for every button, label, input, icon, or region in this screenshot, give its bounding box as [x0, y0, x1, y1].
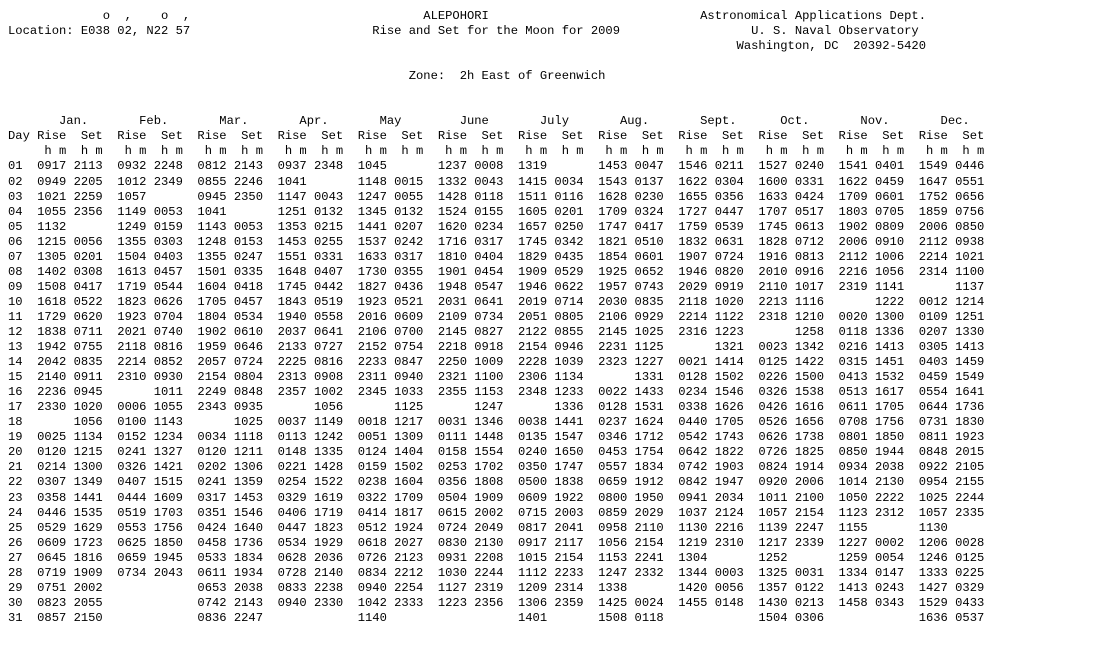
table-row: 07 1305 0201 1504 0403 1355 0247 1551 0331 1633 0317 1810 0404 1829 0435 1854 0601 1907 0724 1916 0813 2112 1006 2214 1021: [8, 249, 985, 264]
table-row: 16 2236 0945 1011 2249 0848 2357 1002 2345 1033 2355 1153 2348 1233 0022 1433 0234 1546 0326 1538 0513 1617 0554 1641: [8, 385, 985, 400]
table-row: 23 0358 1441 0444 1609 0317 1453 0329 1619 0322 1709 0504 1909 0609 1922 0800 1950 0941 2034 1011 2100 1050 2222 1025 2244: [8, 490, 985, 505]
table-row: 01 0917 2113 0932 2248 0812 2143 0937 2348 1045 1237 0008 1319 1453 0047 1546 0211 1527 0240 1541 0401 1549 0446: [8, 159, 985, 174]
table-row: 09 1508 0417 1719 0544 1604 0418 1745 0442 1827 0436 1948 0547 1946 0622 1957 0743 2029 0919 2110 1017 2319 1141 1137: [8, 279, 985, 294]
table-row: 04 1055 2356 1149 0053 1041 1251 0132 1345 0132 1524 0155 1605 0201 1709 0324 1727 0447 1707 0517 1803 0705 1859 0756: [8, 204, 985, 219]
table-row: 29 0751 2002 0653 2038 0833 2238 0940 2254 1127 2319 1209 2314 1338 1420 0056 1357 0122 1413 0243 1427 0329: [8, 580, 985, 595]
table-row: 18 1056 0100 1143 1025 0037 1149 0018 1217 0031 1346 0038 1441 0237 1624 0440 1705 0526 1656 0708 1756 0731 1830: [8, 415, 985, 430]
table-row: 10 1618 0522 1823 0626 1705 0457 1843 0519 1923 0521 2031 0641 2019 0714 2030 0835 2118 1020 2213 1116 1222 0012 1214: [8, 294, 985, 309]
table-row: 28 0719 1909 0734 2043 0611 1934 0728 2140 0834 2212 1030 2244 1112 2233 1247 2332 1344 0003 1325 0031 1334 0147 1333 0225: [8, 565, 985, 580]
moon-rise-set-document: [8, 9, 984, 626]
units-header-row: h m h m h m h m h m h m h m h m h m h m h m h m h m h m h m h m h m h m h m h m h m h m h m h m: [8, 144, 985, 159]
table-row: 03 1021 2259 1057 0945 2350 1147 0043 1247 0055 1428 0118 1511 0116 1628 0230 1655 0356 1633 0424 1709 0601 1752 0656: [8, 189, 985, 204]
table-row: 02 0949 2205 1012 2349 0855 2246 1041 1148 0015 1332 0043 1415 0034 1543 0137 1622 0304 1600 0331 1622 0459 1647 0551: [8, 174, 985, 189]
header-line-5: Zone: 2h East of Greenwich: [8, 69, 606, 84]
table-row: 25 0529 1629 0553 1756 0424 1640 0447 1823 0512 1924 0724 2049 0817 2041 0958 2110 1130 2216 1139 2247 1155 1130: [8, 520, 948, 535]
table-row: 24 0446 1535 0519 1703 0351 1546 0406 1719 0414 1817 0615 2002 0715 2003 0859 2029 1037 2124 1057 2154 1123 2312 1057 2335: [8, 505, 985, 520]
table-row: 22 0307 1349 0407 1515 0241 1359 0254 1522 0238 1604 0356 1808 0500 1838 0659 1912 0842 1947 0920 2006 1014 2130 0954 2155: [8, 475, 985, 490]
header-line-3: Washington, DC 20392-5420: [8, 39, 926, 54]
table-row: 27 0645 1816 0659 1945 0533 1834 0628 2036 0726 2123 0931 2208 1015 2154 1153 2241 1304 1252 1259 0054 1246 0125: [8, 550, 985, 565]
table-row: 31 0857 2150 0836 2247 1140 1401 1508 0118 1504 0306 1636 0537: [8, 610, 985, 625]
table-row: 20 0120 1215 0241 1327 0120 1211 0148 1335 0124 1404 0158 1554 0240 1650 0453 1754 0642 1822 0726 1825 0850 1944 0848 2015: [8, 445, 985, 460]
table-row: 13 1942 0755 2118 0816 1959 0646 2133 0727 2152 0754 2218 0918 2154 0946 2231 1125 1321 0023 1342 0216 1413 0305 1413: [8, 340, 985, 355]
table-row: 21 0214 1300 0326 1421 0202 1306 0221 1428 0159 1502 0253 1702 0350 1747 0557 1834 0742 1903 0824 1914 0934 2038 0922 2105: [8, 460, 985, 475]
table-row: 11 1729 0620 1923 0704 1804 0534 1940 0558 2016 0609 2109 0734 2051 0805 2106 0929 2214 1122 2318 1210 0020 1300 0109 1251: [8, 309, 985, 324]
table-row: 15 2140 0911 2310 0930 2154 0804 2313 0908 2311 0940 2321 1100 2306 1134 1331 0128 1502 0226 1500 0413 1532 0459 1549: [8, 370, 985, 385]
month-header-row: Jan. Feb. Mar. Apr. May June July Aug. Sept. Oct. Nov. Dec.: [8, 114, 970, 129]
table-row: 14 2042 0835 2214 0852 2057 0724 2225 0816 2233 0847 2250 1009 2228 1039 2323 1227 0021 1414 0125 1422 0315 1451 0403 1459: [8, 355, 985, 370]
table-row: 26 0609 1723 0625 1850 0458 1736 0534 1929 0618 2027 0830 2130 0917 2117 1056 2154 1219 2310 1217 2339 1227 0002 1206 0028: [8, 535, 985, 550]
table-row: 12 1838 0711 2021 0740 1902 0610 2037 0641 2106 0700 2145 0827 2122 0855 2145 1025 2316 1223 1258 0118 1336 0207 1330: [8, 324, 985, 339]
table-row: 19 0025 1134 0152 1234 0034 1118 0113 1242 0051 1309 0111 1448 0135 1547 0346 1712 0542 1743 0626 1738 0801 1850 0811 1923: [8, 430, 985, 445]
table-row: 05 1132 1249 0159 1143 0053 1353 0215 1441 0207 1620 0234 1657 0250 1747 0417 1759 0539 1745 0613 1902 0809 2006 0850: [8, 219, 985, 234]
table-row: 30 0823 2055 0742 2143 0940 2330 1042 2333 1223 2356 1306 2359 1425 0024 1455 0148 1430 0213 1458 0343 1529 0433: [8, 595, 985, 610]
table-row: 08 1402 0308 1613 0457 1501 0335 1648 0407 1730 0355 1901 0454 1909 0529 1925 0652 1946 0820 2010 0916 2216 1056 2314 1100: [8, 264, 985, 279]
header-line-1: o , o , ALEPOHORI Astronomical Applications Dept.: [8, 9, 926, 23]
column-header-row: Day Rise Set Rise Set Rise Set Rise Set Rise Set Rise Set Rise Set Rise Set Rise Set Rise Set Rise Set Rise Set: [8, 129, 985, 144]
table-row: 17 2330 1020 0006 1055 2343 0935 1056 1125 1247 1336 0128 1531 0338 1626 0426 1616 0611 1705 0644 1736: [8, 400, 985, 415]
header-line-2: Location: E038 02, N22 57 Rise and Set for the Moon for 2009 U. S. Naval Observatory: [8, 24, 919, 39]
table-row: 06 1215 0056 1355 0303 1248 0153 1453 0255 1537 0242 1716 0317 1745 0342 1821 0510 1832 0631 1828 0712 2006 0910 2112 0938: [8, 234, 985, 249]
